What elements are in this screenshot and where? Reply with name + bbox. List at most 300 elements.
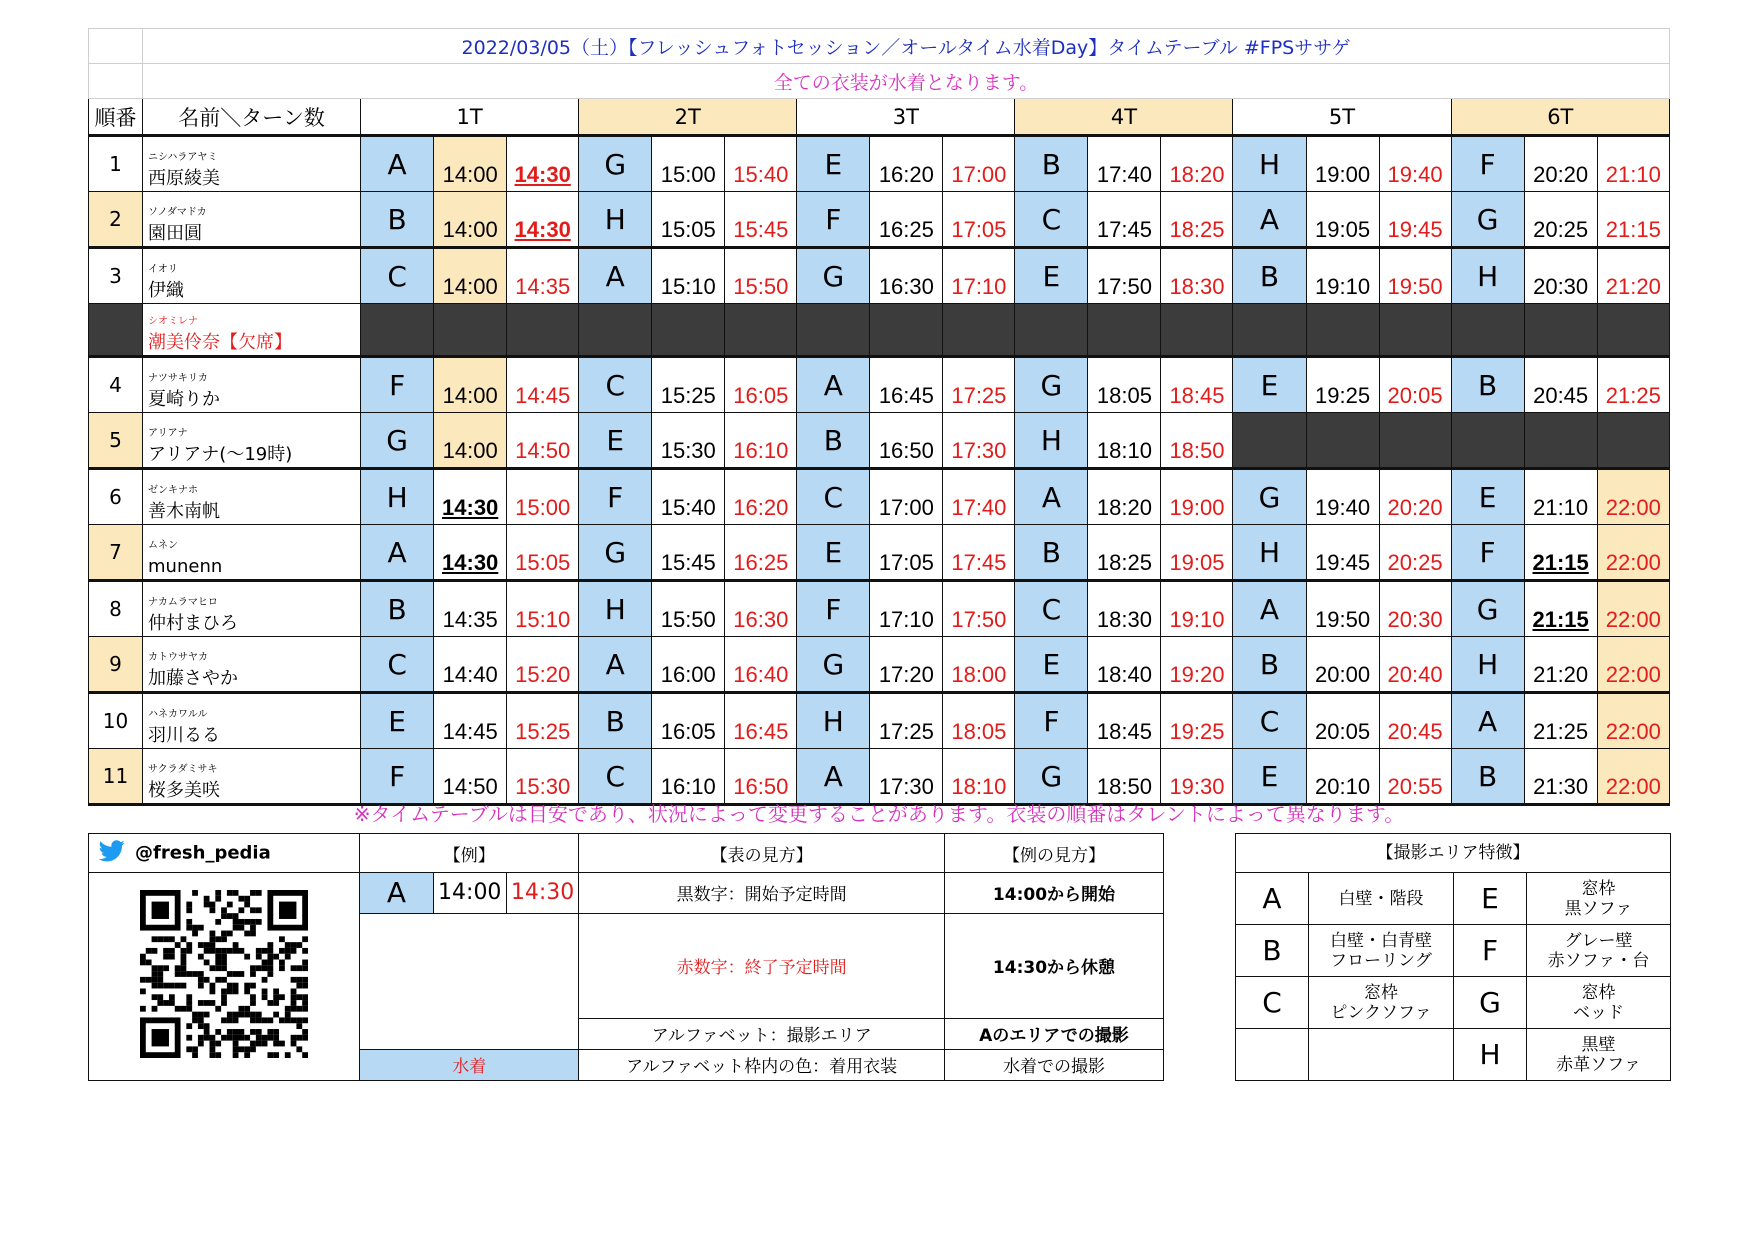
twitter-bird-icon — [99, 840, 125, 867]
slot-area: B — [797, 413, 870, 469]
slot-end-time: 22:00 — [1597, 693, 1669, 749]
slot-area: A — [1015, 469, 1088, 525]
slot-start-time: 18:45 — [1088, 693, 1161, 749]
slot-start-time: 16:05 — [652, 693, 725, 749]
slot-end-time: 16:40 — [725, 637, 797, 693]
row-number: 5 — [89, 413, 143, 469]
slot-area: H — [579, 192, 652, 248]
slot-start-time: 18:50 — [1088, 749, 1161, 805]
slot-area: F — [797, 192, 870, 248]
slot-end-time: 18:50 — [1161, 413, 1233, 469]
slot-area — [1015, 304, 1088, 357]
row-number: 7 — [89, 525, 143, 581]
slot-start-time: 21:15 — [1524, 525, 1597, 581]
header-turn-3: 3T — [797, 99, 1015, 136]
slot-area: B — [1233, 248, 1306, 304]
area-description: 窓枠 ベッド — [1527, 977, 1671, 1029]
talent-name-cell — [143, 304, 361, 357]
slot-area: B — [1233, 637, 1306, 693]
table-row — [89, 525, 1670, 581]
area-letter: G — [1454, 977, 1527, 1029]
slot-start-time: 18:30 — [1088, 581, 1161, 637]
talent-name: 伊織 — [148, 280, 185, 301]
area-letter: E — [1454, 873, 1527, 925]
slot-end-time: 14:30 — [507, 136, 579, 192]
slot-start-time: 19:00 — [1306, 136, 1379, 192]
talent-name-cell — [143, 248, 361, 304]
slot-end-time: 20:05 — [1379, 357, 1451, 413]
slot-end-time: 19:00 — [1161, 469, 1233, 525]
slot-end-time: 18:05 — [943, 693, 1015, 749]
header-turn-4: 4T — [1015, 99, 1233, 136]
header-name: 名前＼ターン数 — [143, 99, 361, 136]
legend-reading-4: 水着での撮影 — [944, 1049, 1163, 1080]
slot-end-time — [1161, 304, 1233, 357]
talent-kana: シオミレナ — [148, 316, 199, 327]
table-row — [89, 192, 1670, 248]
slot-start-time: 18:20 — [1088, 469, 1161, 525]
slot-area: E — [1451, 469, 1524, 525]
slot-area — [1451, 413, 1524, 469]
slot-end-time — [1597, 304, 1669, 357]
talent-kana: ナカムラマヒロ — [148, 597, 218, 608]
slot-end-time: 19:05 — [1161, 525, 1233, 581]
slot-start-time: 14:00 — [434, 192, 507, 248]
slot-area: A — [1451, 693, 1524, 749]
slot-start-time: 14:00 — [434, 136, 507, 192]
slot-start-time: 15:50 — [652, 581, 725, 637]
slot-start-time: 17:30 — [870, 749, 943, 805]
area-description: 窓枠 黒ソファ — [1527, 873, 1671, 925]
slot-end-time: 15:30 — [507, 749, 579, 805]
slot-start-time: 16:20 — [870, 136, 943, 192]
slot-end-time: 20:20 — [1379, 469, 1451, 525]
slot-end-time: 14:45 — [507, 357, 579, 413]
area-description: 白壁・白青壁 フローリング — [1309, 925, 1454, 977]
slot-area: H — [1015, 413, 1088, 469]
slot-end-time: 15:25 — [507, 693, 579, 749]
slot-start-time: 17:00 — [870, 469, 943, 525]
slot-end-time: 22:00 — [1597, 749, 1669, 805]
legend-example-end: 14:30 — [506, 873, 578, 914]
area-letter: C — [1236, 977, 1309, 1029]
slot-start-time: 19:05 — [1306, 192, 1379, 248]
slot-area: A — [797, 749, 870, 805]
slot-end-time: 18:45 — [1161, 357, 1233, 413]
talent-kana: ナツサキリカ — [148, 373, 208, 384]
slot-end-time — [943, 304, 1015, 357]
talent-name: 加藤さやか — [148, 668, 239, 689]
slot-start-time: 14:00 — [434, 357, 507, 413]
talent-kana: ソノダマドカ — [148, 207, 207, 218]
slot-end-time: 17:50 — [943, 581, 1015, 637]
area-letter: A — [1236, 873, 1309, 925]
legend-example-start: 14:00 — [433, 873, 506, 914]
slot-start-time — [870, 304, 943, 357]
slot-end-time: 15:45 — [725, 192, 797, 248]
talent-kana: アリアナ — [148, 428, 188, 439]
slot-area: H — [1233, 525, 1306, 581]
row-number: 11 — [89, 749, 143, 805]
slot-start-time: 16:10 — [652, 749, 725, 805]
slot-area: E — [1233, 357, 1306, 413]
slot-start-time: 19:40 — [1306, 469, 1379, 525]
slot-end-time: 22:00 — [1597, 637, 1669, 693]
talent-name: 夏崎りか — [148, 389, 221, 410]
slot-start-time: 19:45 — [1306, 525, 1379, 581]
slot-area: B — [1015, 525, 1088, 581]
table-row — [89, 136, 1670, 192]
slot-start-time: 15:00 — [652, 136, 725, 192]
row-number: 2 — [89, 192, 143, 248]
slot-end-time: 15:20 — [507, 637, 579, 693]
slot-area: H — [1451, 637, 1524, 693]
slot-area: C — [1015, 581, 1088, 637]
slot-area: A — [1233, 192, 1306, 248]
header-turn-6: 6T — [1451, 99, 1669, 136]
slot-end-time: 16:05 — [725, 357, 797, 413]
slot-start-time: 20:10 — [1306, 749, 1379, 805]
slot-end-time: 19:20 — [1161, 637, 1233, 693]
slot-end-time: 18:25 — [1161, 192, 1233, 248]
page-title: 2022/03/05（土）【フレッシュフォトセッション／オールタイム水着Day】タイムテーブル #FPSササゲ — [143, 29, 1670, 64]
legend-howto-2: 赤数字：終了予定時間 — [579, 913, 945, 1018]
qr-code-cell — [89, 873, 360, 1081]
table-row — [89, 357, 1670, 413]
header-turn-2: 2T — [579, 99, 797, 136]
row-number: 4 — [89, 357, 143, 413]
talent-kana: ムネン — [148, 540, 179, 551]
slot-area: F — [1015, 693, 1088, 749]
slot-area: H — [1233, 136, 1306, 192]
slot-area: E — [797, 525, 870, 581]
corner-cell — [89, 29, 143, 64]
slot-start-time: 20:05 — [1306, 693, 1379, 749]
slot-area: B — [579, 693, 652, 749]
slot-end-time: 19:10 — [1161, 581, 1233, 637]
talent-name: 善木南帆 — [148, 501, 221, 522]
legend-example-header: 【例】 — [360, 834, 579, 873]
talent-name: 潮美伶奈【欠席】 — [148, 332, 293, 353]
slot-start-time: 17:20 — [870, 637, 943, 693]
slot-area: E — [579, 413, 652, 469]
slot-start-time: 17:25 — [870, 693, 943, 749]
slot-end-time: 15:00 — [507, 469, 579, 525]
slot-area: C — [579, 357, 652, 413]
legend-empty-cell — [360, 913, 579, 1049]
slot-start-time — [1306, 413, 1379, 469]
qr-code-image[interactable] — [140, 890, 308, 1058]
slot-area: G — [1451, 581, 1524, 637]
slot-start-time: 14:30 — [434, 525, 507, 581]
slot-area: A — [579, 248, 652, 304]
slot-area: G — [579, 525, 652, 581]
slot-area: G — [1451, 192, 1524, 248]
area-letter: H — [1454, 1029, 1527, 1081]
slot-area: E — [1015, 248, 1088, 304]
slot-start-time: 21:15 — [1524, 581, 1597, 637]
row-number: 10 — [89, 693, 143, 749]
slot-end-time: 21:25 — [1597, 357, 1669, 413]
talent-kana: ハネカワルル — [148, 709, 208, 720]
slot-start-time: 17:05 — [870, 525, 943, 581]
slot-start-time — [1524, 413, 1597, 469]
slot-start-time: 14:00 — [434, 413, 507, 469]
header-row — [89, 99, 1670, 136]
slot-start-time: 14:40 — [434, 637, 507, 693]
slot-area: F — [361, 357, 434, 413]
slot-end-time: 19:50 — [1379, 248, 1451, 304]
slot-area: B — [1451, 749, 1524, 805]
slot-area: G — [797, 637, 870, 693]
slot-area: B — [1451, 357, 1524, 413]
header-order: 順番 — [89, 99, 143, 136]
slot-area: H — [579, 581, 652, 637]
slot-area — [1451, 304, 1524, 357]
talent-name-cell — [143, 136, 361, 192]
slot-end-time: 18:30 — [1161, 248, 1233, 304]
slot-start-time: 14:30 — [434, 469, 507, 525]
slot-start-time: 18:40 — [1088, 637, 1161, 693]
slot-area: H — [1451, 248, 1524, 304]
slot-area — [797, 304, 870, 357]
legend-reading-header: 【例の見方】 — [944, 834, 1163, 873]
area-description: 窓枠 ピンクソファ — [1309, 977, 1454, 1029]
area-letter: B — [1236, 925, 1309, 977]
disclaimer-note: ※タイムテーブルは目安であり、状況によって変更することがあります。衣装の順番はタレントによって異なります。 — [353, 802, 1405, 826]
header-turn-5: 5T — [1233, 99, 1451, 136]
slot-start-time: 19:50 — [1306, 581, 1379, 637]
slot-area — [579, 304, 652, 357]
slot-start-time: 16:25 — [870, 192, 943, 248]
legend-howto-3: アルファベット：撮影エリア — [579, 1018, 945, 1049]
slot-end-time: 19:25 — [1161, 693, 1233, 749]
slot-area: E — [361, 693, 434, 749]
absent-row — [89, 304, 1670, 357]
slot-start-time: 20:00 — [1306, 637, 1379, 693]
talent-name: 羽川るる — [148, 725, 221, 746]
slot-start-time: 15:10 — [652, 248, 725, 304]
area-letter: F — [1454, 925, 1527, 977]
slot-area: C — [361, 637, 434, 693]
slot-end-time: 22:00 — [1597, 525, 1669, 581]
row-number — [89, 304, 143, 357]
slot-area: E — [1015, 637, 1088, 693]
table-row — [89, 581, 1670, 637]
slot-area: G — [361, 413, 434, 469]
talent-name-cell — [143, 693, 361, 749]
area-empty — [1236, 1029, 1309, 1081]
slot-end-time: 19:30 — [1161, 749, 1233, 805]
slot-start-time: 18:25 — [1088, 525, 1161, 581]
slot-end-time: 19:45 — [1379, 192, 1451, 248]
legend-howto-header: 【表の見方】 — [579, 834, 945, 873]
slot-area: H — [361, 469, 434, 525]
slot-end-time: 16:10 — [725, 413, 797, 469]
legend-reading-1: 14:00から開始 — [944, 873, 1163, 914]
talent-kana: ニシハラアヤミ — [148, 152, 218, 163]
slot-start-time — [434, 304, 507, 357]
slot-area: F — [797, 581, 870, 637]
legend-swimsuit-swatch: 水着 — [360, 1049, 579, 1080]
slot-end-time: 15:50 — [725, 248, 797, 304]
slot-area: G — [797, 248, 870, 304]
slot-end-time: 20:25 — [1379, 525, 1451, 581]
talent-kana: カトウサヤカ — [148, 652, 209, 663]
talent-name-cell — [143, 413, 361, 469]
slot-start-time: 14:00 — [434, 248, 507, 304]
area-features-table — [1235, 833, 1671, 1081]
slot-end-time: 19:40 — [1379, 136, 1451, 192]
slot-start-time — [1306, 304, 1379, 357]
area-features-header: 【撮影エリア特徴】 — [1236, 834, 1671, 873]
slot-start-time: 14:50 — [434, 749, 507, 805]
slot-start-time: 19:25 — [1306, 357, 1379, 413]
slot-area — [1233, 413, 1306, 469]
slot-start-time: 21:30 — [1524, 749, 1597, 805]
slot-area: C — [797, 469, 870, 525]
slot-start-time: 21:25 — [1524, 693, 1597, 749]
slot-area: F — [1451, 136, 1524, 192]
talent-kana: サクラダミサキ — [148, 764, 218, 775]
slot-end-time: 14:30 — [507, 192, 579, 248]
slot-end-time: 15:40 — [725, 136, 797, 192]
slot-start-time — [1524, 304, 1597, 357]
slot-end-time: 17:10 — [943, 248, 1015, 304]
slot-area: F — [1451, 525, 1524, 581]
slot-end-time: 17:40 — [943, 469, 1015, 525]
slot-area: F — [579, 469, 652, 525]
talent-name-cell — [143, 357, 361, 413]
talent-kana: イオリ — [148, 264, 178, 275]
talent-name: 桜多美咲 — [148, 780, 221, 801]
slot-area — [361, 304, 434, 357]
slot-end-time: 20:30 — [1379, 581, 1451, 637]
slot-end-time — [507, 304, 579, 357]
slot-area: B — [361, 192, 434, 248]
slot-end-time: 22:00 — [1597, 581, 1669, 637]
talent-name-cell — [143, 469, 361, 525]
talent-name: 西原綾美 — [148, 168, 221, 189]
slot-area: G — [1015, 357, 1088, 413]
slot-end-time — [1597, 413, 1669, 469]
row-number: 9 — [89, 637, 143, 693]
slot-start-time: 18:10 — [1088, 413, 1161, 469]
slot-area: C — [579, 749, 652, 805]
slot-start-time: 15:45 — [652, 525, 725, 581]
slot-start-time: 17:50 — [1088, 248, 1161, 304]
slot-area: A — [1233, 581, 1306, 637]
area-description: 白壁・階段 — [1309, 873, 1454, 925]
legend-example-area: A — [360, 873, 433, 914]
slot-area: E — [1233, 749, 1306, 805]
talent-name-cell — [143, 525, 361, 581]
slot-start-time: 15:25 — [652, 357, 725, 413]
slot-end-time: 20:55 — [1379, 749, 1451, 805]
twitter-handle: @fresh_pedia — [135, 842, 271, 863]
slot-end-time: 14:50 — [507, 413, 579, 469]
timetable — [88, 28, 1670, 806]
slot-end-time: 16:45 — [725, 693, 797, 749]
slot-end-time: 15:05 — [507, 525, 579, 581]
slot-end-time: 15:10 — [507, 581, 579, 637]
table-row — [89, 248, 1670, 304]
row-number: 8 — [89, 581, 143, 637]
talent-name-cell — [143, 637, 361, 693]
talent-name: アリアナ(～19時) — [148, 444, 293, 465]
slot-end-time: 17:05 — [943, 192, 1015, 248]
slot-area: H — [797, 693, 870, 749]
area-description: 黒壁 赤革ソファ — [1527, 1029, 1671, 1081]
legend-reading-3: Aのエリアでの撮影 — [944, 1018, 1163, 1049]
table-row — [89, 693, 1670, 749]
row-number: 1 — [89, 136, 143, 192]
slot-start-time: 20:20 — [1524, 136, 1597, 192]
slot-start-time: 18:05 — [1088, 357, 1161, 413]
slot-start-time: 17:45 — [1088, 192, 1161, 248]
slot-area: A — [579, 637, 652, 693]
slot-end-time — [725, 304, 797, 357]
slot-start-time — [1088, 304, 1161, 357]
talent-name: 園田圓 — [148, 223, 203, 244]
slot-end-time: 17:25 — [943, 357, 1015, 413]
slot-start-time: 20:45 — [1524, 357, 1597, 413]
talent-name: munenn — [148, 556, 223, 577]
legend-reading-2: 14:30から休憩 — [944, 913, 1163, 1018]
slot-start-time: 17:10 — [870, 581, 943, 637]
slot-end-time: 21:10 — [1597, 136, 1669, 192]
slot-end-time: 20:45 — [1379, 693, 1451, 749]
table-row — [89, 637, 1670, 693]
slot-start-time: 14:35 — [434, 581, 507, 637]
legend-howto-4: アルファベット枠内の色：着用衣装 — [579, 1049, 945, 1080]
slot-area: B — [361, 581, 434, 637]
slot-end-time: 14:35 — [507, 248, 579, 304]
talent-name-cell — [143, 749, 361, 805]
slot-area: A — [797, 357, 870, 413]
slot-start-time — [652, 304, 725, 357]
slot-end-time: 17:00 — [943, 136, 1015, 192]
table-row — [89, 413, 1670, 469]
slot-start-time: 21:10 — [1524, 469, 1597, 525]
slot-end-time — [1379, 413, 1451, 469]
area-description: グレー壁 赤ソファ・台 — [1527, 925, 1671, 977]
table-row — [89, 749, 1670, 805]
slot-end-time: 16:25 — [725, 525, 797, 581]
table-row — [89, 469, 1670, 525]
slot-end-time: 16:50 — [725, 749, 797, 805]
slot-start-time: 21:20 — [1524, 637, 1597, 693]
slot-start-time: 14:45 — [434, 693, 507, 749]
slot-start-time: 17:40 — [1088, 136, 1161, 192]
slot-start-time: 15:05 — [652, 192, 725, 248]
slot-area: C — [1015, 192, 1088, 248]
talent-name-cell — [143, 192, 361, 248]
legend-howto-1: 黒数字：開始予定時間 — [579, 873, 945, 914]
slot-end-time: 17:45 — [943, 525, 1015, 581]
slot-area — [1233, 304, 1306, 357]
area-empty — [1309, 1029, 1454, 1081]
row-number: 3 — [89, 248, 143, 304]
slot-end-time: 20:40 — [1379, 637, 1451, 693]
slot-start-time: 19:10 — [1306, 248, 1379, 304]
slot-end-time: 18:00 — [943, 637, 1015, 693]
slot-area: A — [361, 136, 434, 192]
slot-end-time: 16:30 — [725, 581, 797, 637]
twitter-account[interactable] — [89, 834, 360, 873]
slot-start-time: 16:45 — [870, 357, 943, 413]
slot-end-time: 21:15 — [1597, 192, 1669, 248]
